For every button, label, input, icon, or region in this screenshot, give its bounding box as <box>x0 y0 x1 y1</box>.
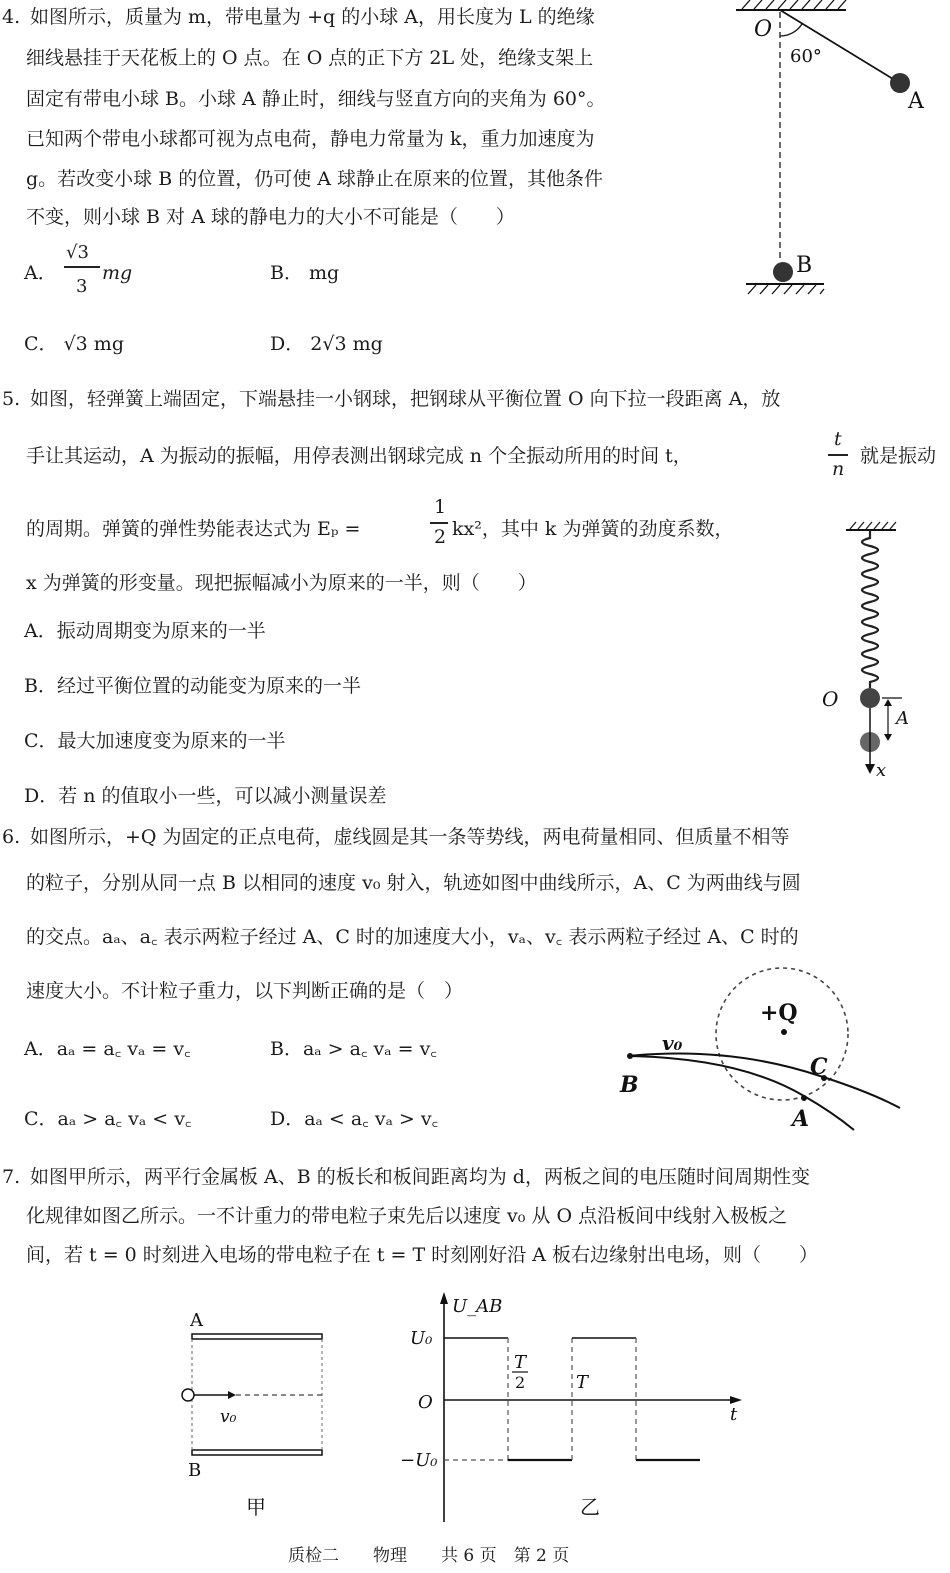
q7-label-t-half-den: 2 <box>515 1373 526 1392</box>
q5-number: 5. <box>2 388 21 410</box>
q6-label-b: B <box>620 1072 639 1098</box>
q5-option-a: A．振动周期变为原来的一半 <box>24 620 266 642</box>
q7-label-neg-u0: −U₀ <box>400 1450 438 1471</box>
q4-ball-a <box>890 73 910 93</box>
q5-label-x: x <box>876 760 887 780</box>
q7-label-v0: v₀ <box>220 1407 237 1427</box>
q7-plates-figure <box>170 1300 340 1530</box>
q4-label-angle: 60° <box>790 46 822 67</box>
q7-label-t-full: T <box>576 1372 589 1393</box>
q4-ball-b <box>773 262 793 282</box>
q4-option-a-denominator: 3 <box>76 276 88 297</box>
q6-line-4: 速度大小。不计粒子重力，以下判断正确的是（ ） <box>26 980 464 1002</box>
q7-caption-yi: 乙 <box>580 1495 600 1519</box>
q5-line-1: 如图，轻弹簧上端固定，下端悬挂一小钢球，把钢球从平衡位置 O 向下拉一段距离 A，放 <box>30 388 781 410</box>
q5-fraction-denominator: n <box>832 458 845 480</box>
q5-line-2-end: 就是振动 <box>860 445 937 467</box>
q4-option-c: C． √3 mg <box>24 333 124 355</box>
q7-label-uab: U_AB <box>452 1296 503 1317</box>
q7-line-3: 间，若 t = 0 时刻进入电场的带电粒子在 t = T 时刻刚好沿 A 板右边缘射出电场，则（ ） <box>26 1244 818 1266</box>
q6-option-a: A．aₐ = a꜀ vₐ = v꜀ <box>24 1038 191 1060</box>
q4-option-d: D． 2√3 mg <box>270 333 383 355</box>
q6-option-c: C．aₐ > a꜀ vₐ < v꜀ <box>24 1108 192 1130</box>
q5-label-a: A <box>896 708 909 729</box>
q5-option-c: C．最大加速度变为原来的一半 <box>24 730 286 752</box>
q5-option-d: D．若 n 的值取小一些，可以减小测量误差 <box>24 785 387 807</box>
q5-energy-denominator: 2 <box>434 526 447 548</box>
q5-line-4: x 为弹簧的形变量。现把振幅减小为原来的一半，则（ ） <box>26 572 537 594</box>
q7-caption-jia: 甲 <box>246 1495 266 1519</box>
q7-line-1: 如图甲所示，两平行金属板 A、B 的板长和板间距离均为 d，两板之间的电压随时间周期性变 <box>30 1166 810 1188</box>
q4-line-3: 固定有带电小球 B。小球 A 静止时，细线与竖直方向的夹角为 60°。 <box>26 88 606 110</box>
q7-label-t-axis: t <box>730 1404 738 1425</box>
q5-line-2: 手让其运动，A 为振动的振幅，用停表测出钢球完成 n 个全振动所用的时间 t， <box>26 445 692 467</box>
q5-energy-numerator: 1 <box>434 496 447 518</box>
q5-line-3-end: kx²，其中 k 为弹簧的劲度系数， <box>452 518 734 540</box>
q4-line-1: 如图所示，质量为 m，带电量为 +q 的小球 A，用长度为 L 的绝缘 <box>30 6 595 28</box>
q4-option-a-label: A． <box>24 262 57 284</box>
q7-label-a: A <box>190 1310 203 1331</box>
q7-label-o: O <box>418 1392 433 1413</box>
q6-line-1: 如图所示，+Q 为固定的正点电荷，虚线圆是其一条等势线，两电荷量相同、但质量不相等 <box>30 826 790 848</box>
q4-option-a-unit: mg <box>102 262 133 284</box>
q6-label-q: +Q <box>760 1000 798 1026</box>
q4-line-5: g。若改变小球 B 的位置，仍可使 A 球静止在原来的位置，其他条件 <box>26 168 604 190</box>
q4-line-4: 已知两个带电小球都可视为点电荷，静电力常量为 k，重力加速度为 <box>26 128 595 150</box>
q5-spring-coil <box>862 530 878 688</box>
q4-label-b: B <box>796 253 813 278</box>
q4-option-a-numerator: √3 <box>66 242 89 263</box>
q7-label-b: B <box>188 1460 202 1481</box>
q6-option-d: D．aₐ < a꜀ vₐ > v꜀ <box>270 1108 439 1130</box>
q4-pendulum-figure <box>728 0 950 310</box>
q7-line-2: 化规律如图乙所示。一不计重力的带电粒子束先后以速度 v₀ 从 O 点沿板间中线射入极板之 <box>26 1205 788 1227</box>
q5-option-b: B．经过平衡位置的动能变为原来的一半 <box>24 675 361 697</box>
q7-label-t-half-num: T <box>514 1352 527 1373</box>
q6-number: 6. <box>2 826 21 848</box>
q4-label-a: A <box>908 89 924 114</box>
q5-label-o: O <box>822 687 839 711</box>
q4-line-6: 不变，则小球 B 对 A 球的静电力的大小不可能是（ ） <box>26 206 515 228</box>
q4-line-2: 细线悬挂于天花板上的 O 点。在 O 点的正下方 2L 处，绝缘支架上 <box>26 47 594 69</box>
q6-label-v0: v₀ <box>662 1031 683 1055</box>
q7-particle <box>182 1389 194 1401</box>
q7-number: 7. <box>2 1166 21 1188</box>
q4-label-o: O <box>754 17 773 42</box>
q6-label-c: C <box>810 1054 828 1080</box>
q6-trajectory-figure <box>610 950 910 1135</box>
q5-ball-equilibrium <box>860 688 880 708</box>
q5-line-3-start: 的周期。弹簧的弹性势能表达式为 Eₚ = <box>26 518 361 540</box>
q6-line-2: 的粒子，分别从同一点 B 以相同的速度 v₀ 射入，轨迹如图中曲线所示，A、C 为两曲线与圆 <box>26 872 801 894</box>
q4-number: 4. <box>2 6 21 28</box>
q6-line-3: 的交点。aₐ、a꜀ 表示两粒子经过 A、C 时的加速度大小，vₐ、v꜀ 表示两粒子经过 A、C 时的 <box>26 926 799 948</box>
q6-option-b: B．aₐ > a꜀ vₐ = v꜀ <box>270 1038 437 1060</box>
q5-fraction-numerator: t <box>834 428 842 450</box>
q7-label-u0: U₀ <box>410 1328 433 1349</box>
q6-trajectory-c <box>628 1054 900 1109</box>
q7-plate-a <box>192 1334 322 1339</box>
q6-charge-q <box>781 1029 787 1035</box>
q5-spring-figure <box>818 520 918 780</box>
page-footer: 质检二 物理 共 6 页 第 2 页 <box>288 1546 570 1566</box>
q7-voltage-graph <box>400 1290 750 1530</box>
q7-plate-b <box>192 1450 322 1455</box>
q4-option-b: B． mg <box>270 262 340 284</box>
q6-label-a: A <box>792 1106 810 1132</box>
